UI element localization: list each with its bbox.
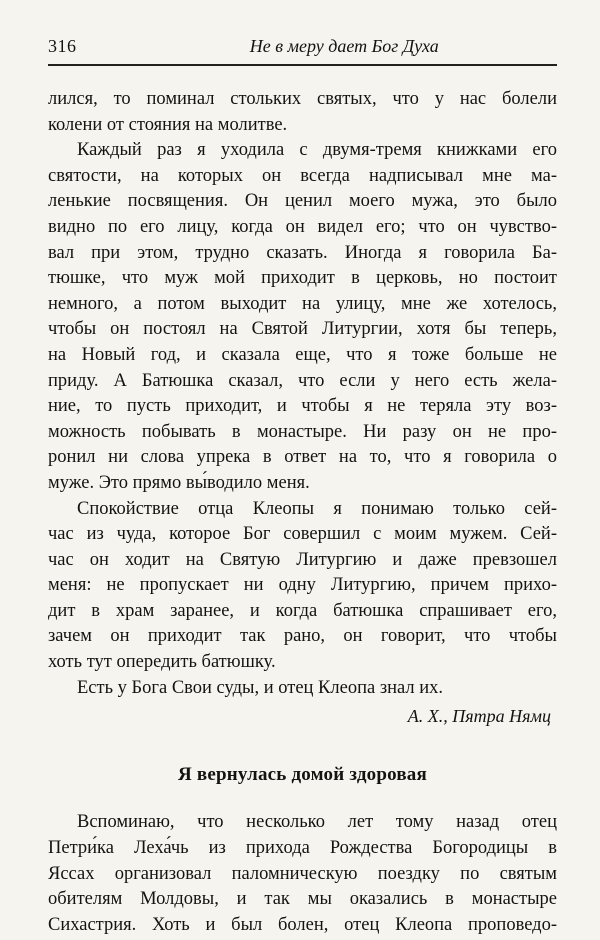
text-line: приду. А Батюшка сказал, что если у него есть жела- xyxy=(48,370,557,391)
section-heading: Я вернулась домой здоровая xyxy=(178,763,427,785)
text-line: Каждый раз я уходила с двумя-тремя книжками его xyxy=(77,140,557,161)
page-header xyxy=(48,36,557,57)
text-line: на Новый год, и сказала еще, что я тоже больше не xyxy=(48,344,557,365)
text-line: немного, а потом выходит на улицу, мне же хотелось, xyxy=(48,293,557,314)
text-line: колени от стояния на молитве. xyxy=(48,114,288,135)
text-line: Сихастрия. Хоть и был болен, отец Клеопа проповедо- xyxy=(48,914,557,935)
text-line: ленькие посвящения. Он ценил моего мужа, это было xyxy=(48,191,557,212)
paragraph xyxy=(48,676,557,702)
text-line: святости, на которых он всегда надписывал мне ма- xyxy=(48,165,557,186)
text-line: Яссах организовал паломническую поездку по святым xyxy=(48,863,557,884)
text-line: Петри́ка Леха́чь из прихода Рождества Богородицы в xyxy=(48,838,557,859)
page-number: 316 xyxy=(48,36,77,56)
paragraphs-after-heading xyxy=(48,810,557,938)
text-line: ронил ни слова упрека в ответ на то, что я говорила о xyxy=(48,447,557,468)
text-line: меня: не пропускает ни одну Литургию, причем прихо- xyxy=(48,575,557,596)
text-line: хоть тут опередить батюшку. xyxy=(48,652,276,673)
text-line: чтобы он постоял на Святой Литургии, хотя бы теперь, xyxy=(48,319,557,340)
paragraph xyxy=(48,497,557,676)
paragraph xyxy=(48,87,557,138)
text-line: Есть у Бога Свои суды, и отец Клеопа знал их. xyxy=(77,677,444,698)
text-line: Спокойствие отца Клеопы я понимаю только сей- xyxy=(77,498,557,519)
paragraphs-before-signature xyxy=(48,87,557,701)
paragraph xyxy=(48,138,557,496)
text-line: лился, то поминал стольких святых, что у нас болели xyxy=(48,89,557,109)
text-line: тюшке, что муж мой приходит в церковь, но постоит xyxy=(48,268,557,289)
text-line: можность побывать в монастыре. Ни разу он не про- xyxy=(48,421,557,442)
text-line: ние, то пусть приходит, и чтобы я не теряла эту воз- xyxy=(48,396,557,417)
running-title: Не в меру дает Бог Духа xyxy=(249,36,439,56)
header-rule xyxy=(48,64,557,66)
text-line: час из чуда, которое Бог совершил с моим мужем. Сей- xyxy=(48,524,557,545)
text-line: зачем он приходит так рано, он говорит, что чтобы xyxy=(48,626,557,647)
text-line: обителям Молдовы, и так мы оказались в монастыре xyxy=(48,889,557,910)
signature: А. Х., Пятра Нямц xyxy=(407,706,551,727)
body-text xyxy=(48,87,557,938)
text-line: Вспоминаю, что несколько лет тому назад отец xyxy=(77,812,557,833)
paragraph xyxy=(48,810,557,938)
text-line: час он ходит на Святую Литургию и даже превзошел xyxy=(48,549,557,570)
text-line: муже. Это прямо вы́водило меня. xyxy=(48,472,310,493)
text-line: вал при этом, трудно сказать. Иногда я говорила Ба- xyxy=(48,242,557,263)
text-line: дит в храм заранее, и когда батюшка спрашивает его, xyxy=(48,600,557,621)
text-line: видно по его лицу, когда он видел его; что он чувство- xyxy=(48,216,557,237)
